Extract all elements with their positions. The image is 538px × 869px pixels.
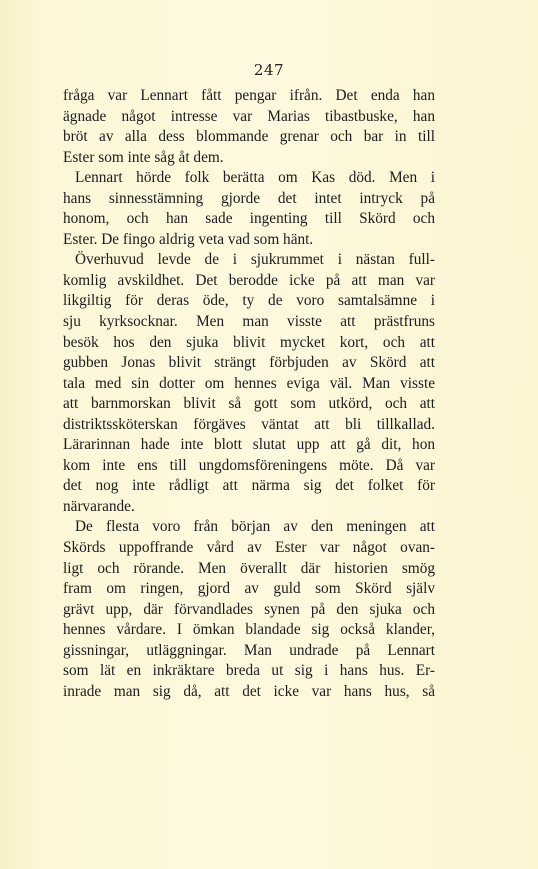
text-line: honom, och han sade ingenting till Skörd och [63,210,435,228]
text-line: Skörds uppoffrande vård av Ester var något ovan- [63,539,435,557]
text-line: fråga var Lennart fått pengar ifrån. Det enda han [63,87,435,104]
text-line: Lennart hörde folk berätta om Kas död. Men i [75,169,435,187]
text-line: De flesta voro från början av den meningen att [75,518,435,536]
text-line: att barnmorskan blivit så gott som utkörd, och att [63,395,435,413]
text-line: närvarande. [63,497,135,515]
text-line: grävt upp, där förvandlades synen på den sjuka och [63,600,435,618]
page-number: 247 [253,61,285,79]
text-line: Ester. De fingo aldrig veta vad som hänt. [63,230,314,248]
text-line: ligt och rörande. Men överallt där historien smög [63,559,435,577]
text-line: tala med sin dotter om hennes eviga väl. Man visste [63,374,435,392]
text-line: gissningar, utläggningar. Man undrade på Lennart [63,641,435,659]
text-line: Överhuvud levde de i sjukrummet i nästan full- [75,251,435,269]
text-line: bröt av alla dess blommande grenar och bar in till [63,128,435,146]
text-line: distriktssköterskan förgäves väntat att bli tillkallad. [63,415,435,433]
text-line: fram om ringen, gjord av guld som Skörd själv [63,580,435,598]
text-line: sju kyrksocknar. Men man visste att prästfruns [63,313,435,331]
text-line: inrade man sig då, att det icke var hans hus, så [63,682,435,700]
body-text [63,86,435,702]
text-line: som lät en inkräktare breda ut sig i hans hus. Er- [63,662,435,680]
text-line: komlig avskildhet. Det berodde icke på att man var [63,271,435,289]
text-line: det nog inte rådligt att närma sig det folket för [63,477,435,495]
text-line: hennes vårdare. I ömkan blandade sig också klander, [63,621,435,639]
text-line: likgiltig för deras öde, ty de voro samtalsämne i [63,292,435,310]
text-line: gubben Jonas blivit strängt förbjuden av Skörd att [63,354,435,372]
text-line: Ester som inte såg åt dem. [63,148,224,166]
text-line: besök hos den sjuka blivit mycket kort, och att [63,333,435,351]
text-line: hans sinnesstämning gjorde det intet intryck på [63,189,435,207]
text-line: ägnade något intresse var Marias tibastbuske, han [63,107,435,125]
text-line: kom inte ens till ungdomsföreningens möte. Då var [63,456,435,474]
text-line: Lärarinnan hade inte blott slutat upp att gå dit, hon [63,436,435,454]
